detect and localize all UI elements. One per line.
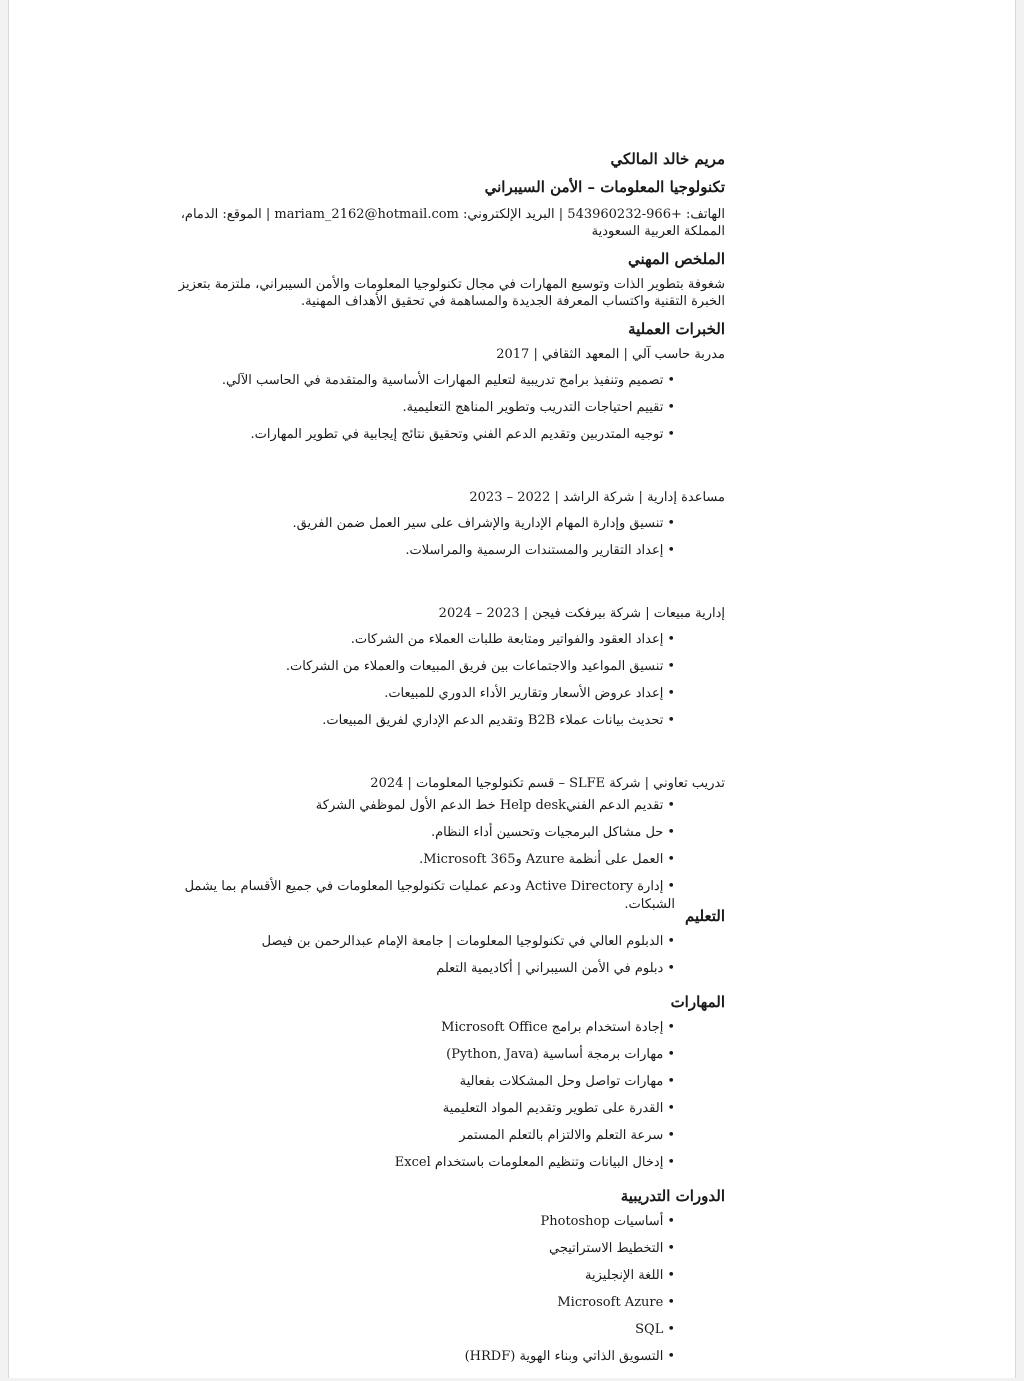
- list-item: •العمل على أنظمة Azure وMicrosoft 365.: [419, 852, 675, 867]
- list-item: •إعداد العقود والفواتير ومتابعة طلبات العملاء من الشركات.: [350, 632, 675, 647]
- job-bullets: [159, 631, 725, 739]
- education-heading: التعليم: [685, 907, 725, 925]
- contact-line-1: الهاتف: +966-543960232 | البريد الإلكتروني: mariam_2162@hotmail.com | الموقع: الدمام،: [180, 207, 725, 222]
- list-item: •الدبلوم العالي في تكنولوجيا المعلومات | جامعة الإمام عبدالرحمن بن فيصل: [261, 934, 675, 949]
- job-entry: [159, 346, 725, 453]
- summary-heading: الملخص المهني: [627, 250, 725, 268]
- list-item: •Microsoft Azure: [557, 1295, 675, 1310]
- list-item: •تنسيق وإدارة المهام الإدارية والإشراف على سير العمل ضمن الفريق.: [292, 516, 675, 531]
- list-item: •القدرة على تطوير وتقديم المواد التعليمية: [442, 1101, 675, 1116]
- person-name: مريم خالد المالكي: [610, 150, 725, 168]
- contact-info: [159, 206, 725, 240]
- list-item: •تحديث بيانات عملاء B2B وتقديم الدعم الإداري لفريق المبيعات.: [322, 713, 675, 728]
- job-entry: [159, 775, 725, 912]
- list-item: •دبلوم في الأمن السيبراني | أكاديمية التعلم: [436, 961, 675, 976]
- list-item: •تصميم وتنفيذ برامج تدريبية لتعليم المهارات الأساسية والمتقدمة في الحاسب الآلي.: [221, 373, 675, 388]
- list-item: •اللغة الإنجليزية: [585, 1268, 675, 1283]
- list-item: •إعداد عروض الأسعار وتقارير الأداء الدوري للمبيعات.: [384, 686, 675, 701]
- document-page: [8, 0, 1016, 1378]
- job-bullets: [159, 372, 725, 453]
- skills-heading: المهارات: [670, 993, 725, 1011]
- contact-line-2: المملكة العربية السعودية: [591, 224, 725, 239]
- list-item: •تنسيق المواعيد والاجتماعات بين فريق المبيعات والعملاء من الشركات.: [285, 659, 675, 674]
- job-title: مساعدة إدارية | شركة الراشد | 2022 – 2023: [469, 490, 725, 505]
- job-bullets: [159, 797, 725, 912]
- list-item: •أساسيات Photoshop: [540, 1214, 675, 1229]
- education-list: [159, 933, 725, 987]
- cv-content: [159, 150, 725, 1381]
- job-bullets: [159, 515, 725, 569]
- list-item: •إدارة Active Directory ودعم عمليات تكنولوجيا المعلومات في جميع الأقسام بما يشمل الشبكات.: [184, 879, 675, 912]
- job-title: إدارية مبيعات | شركة بيرفكت فيجن | 2023 – 2024: [438, 606, 725, 621]
- skills-list: [159, 1019, 725, 1181]
- experience-heading: الخبرات العملية: [628, 320, 725, 338]
- list-item: •تقديم الدعم الفنيHelp desk خط الدعم الأول لموظفي الشركة: [315, 798, 675, 813]
- list-item: •إجادة استخدام برامج Microsoft Office: [441, 1020, 675, 1035]
- list-item: •التخطيط الاستراتيجي: [548, 1241, 675, 1256]
- summary-text: شغوفة بتطوير الذات وتوسيع المهارات في مجال تكنولوجيا المعلومات والأمن السيبراني، ملتزمة بتعزيز الخبرة التقنية واكتساب المعرفة الجديدة والمساهمة في تحقيق الأهداف المهنية.: [178, 277, 725, 309]
- job-title: تدريب تعاوني | شركة SLFE – قسم تكنولوجيا المعلومات | 2024: [370, 776, 725, 791]
- list-item: •إدخال البيانات وتنظيم المعلومات باستخدام Excel: [394, 1155, 675, 1170]
- job-entry: [159, 489, 725, 569]
- list-item: •التسويق الذاتي وبناء الهوية (HRDF): [464, 1349, 675, 1364]
- list-item: •سرعة التعلم والالتزام بالتعلم المستمر: [459, 1128, 675, 1143]
- job-title: مدربة حاسب آلي | المعهد الثقافي | 2017: [496, 347, 725, 362]
- list-item: •SQL: [635, 1322, 675, 1337]
- courses-heading: الدورات التدريبية: [620, 1187, 725, 1205]
- list-item: •حل مشاكل البرمجيات وتحسين أداء النظام.: [430, 825, 675, 840]
- job-entry: [159, 605, 725, 739]
- job-role: تكنولوجيا المعلومات – الأمن السيبراني: [484, 178, 725, 196]
- list-item: •مهارات تواصل وحل المشكلات بفعالية: [459, 1074, 675, 1089]
- list-item: •مهارات برمجة أساسية (Python, Java): [446, 1047, 675, 1062]
- list-item: •توجيه المتدربين وتقديم الدعم الفني وتحقيق نتائج إيجابية في تطوير المهارات.: [250, 427, 675, 442]
- list-item: •تقييم احتياجات التدريب وتطوير المناهج التعليمية.: [402, 400, 675, 415]
- list-item: •إعداد التقارير والمستندات الرسمية والمراسلات.: [405, 543, 675, 558]
- courses-list: [159, 1213, 725, 1375]
